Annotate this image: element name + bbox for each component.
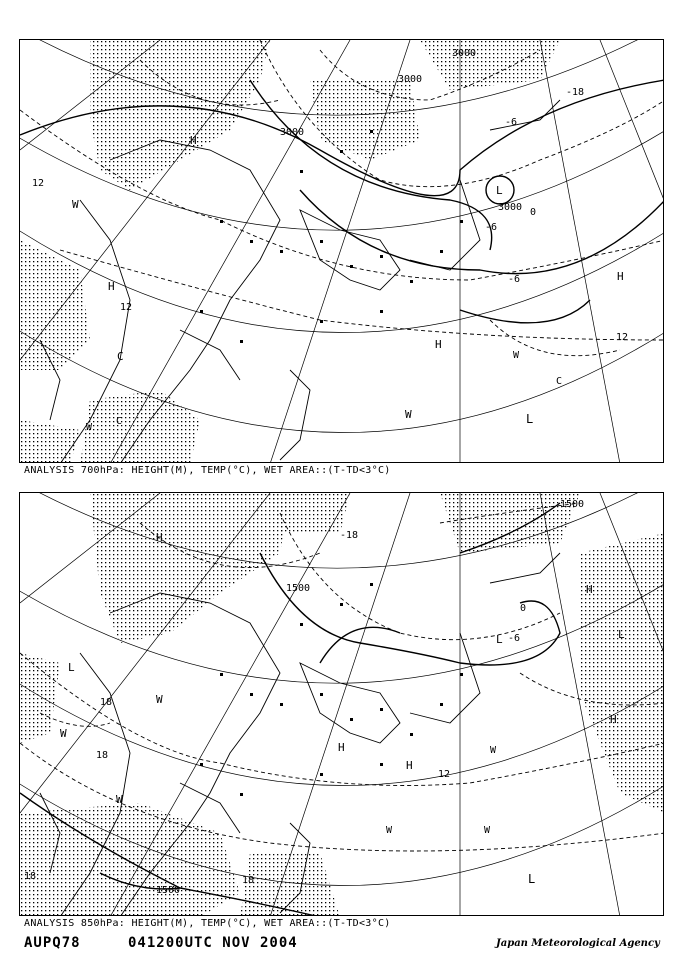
chart-700hpa: [19, 39, 664, 463]
temp-label: -6: [508, 274, 521, 285]
station-plots: [200, 583, 463, 796]
cold-mark: C: [556, 376, 563, 387]
warm-mark: W: [484, 825, 491, 836]
agency-name: Japan Meteorological Agency: [496, 938, 660, 949]
high-center: H: [338, 741, 345, 754]
temp-label: 18: [24, 871, 37, 882]
height-label: 1500: [156, 885, 181, 896]
warm-mark: W: [116, 793, 123, 806]
low-center: L: [528, 872, 536, 886]
temp-label: 0: [520, 603, 527, 614]
high-center: H: [156, 531, 163, 544]
caption-700hpa: ANALYSIS 700hPa: HEIGHT(M), TEMP(°C), WET AREA::(T-TD<3°C): [24, 465, 391, 476]
temp-label: -6: [505, 117, 518, 128]
high-center: H: [435, 338, 442, 351]
high-center: H: [586, 583, 593, 596]
chart-700hpa-map: [20, 40, 664, 463]
warm-mark: W: [405, 408, 412, 421]
high-center: H: [108, 280, 115, 293]
temp-label: 12: [32, 178, 45, 189]
temp-label: -6: [508, 633, 521, 644]
temp-label: 12: [120, 302, 133, 313]
height-label: 3000: [452, 48, 477, 59]
bulletin-code: AUPQ78: [24, 935, 81, 951]
wet-areas: [20, 493, 664, 916]
high-center: H: [190, 134, 197, 147]
height-label: 3000: [398, 74, 423, 85]
temp-label: -18: [340, 530, 359, 541]
analysis-time: 041200UTC NOV 2004: [128, 935, 298, 951]
low-center: L: [496, 633, 503, 646]
cold-mark: C: [116, 416, 123, 427]
warm-mark: W: [513, 350, 520, 361]
height-label: 1500: [286, 583, 311, 594]
high-center: H: [617, 270, 624, 283]
temp-label: -18: [566, 87, 585, 98]
warm-mark: W: [72, 198, 79, 211]
caption-850hpa: ANALYSIS 850hPa: HEIGHT(M), TEMP(°C), WET AREA::(T-TD<3°C): [24, 918, 391, 929]
temp-label: 18: [100, 697, 113, 708]
cold-mark: C: [117, 350, 124, 363]
height-label: 3000: [498, 202, 523, 213]
high-center: H: [406, 759, 413, 772]
low-center: L: [618, 628, 625, 641]
height-label: 1500: [560, 499, 585, 510]
chart-850hpa: [19, 492, 664, 916]
temp-label: 0: [530, 207, 537, 218]
high-center: H: [610, 713, 617, 726]
warm-mark: W: [60, 727, 67, 740]
warm-mark: W: [490, 745, 497, 756]
temp-label: 18: [242, 875, 255, 886]
warm-mark: W: [86, 422, 93, 433]
temp-label: 12: [616, 332, 629, 343]
low-center: L: [68, 661, 75, 674]
temp-label: -6: [485, 222, 498, 233]
wet-areas: [20, 40, 563, 463]
temp-label: 18: [96, 750, 109, 761]
warm-mark: W: [386, 825, 393, 836]
station-plots: [200, 130, 463, 343]
chart-850hpa-map: [20, 493, 664, 916]
temp-label: 12: [438, 769, 451, 780]
low-center: L: [496, 184, 503, 197]
warm-mark: W: [156, 693, 163, 706]
low-center: L: [526, 412, 534, 426]
height-label: 3000: [280, 127, 305, 138]
